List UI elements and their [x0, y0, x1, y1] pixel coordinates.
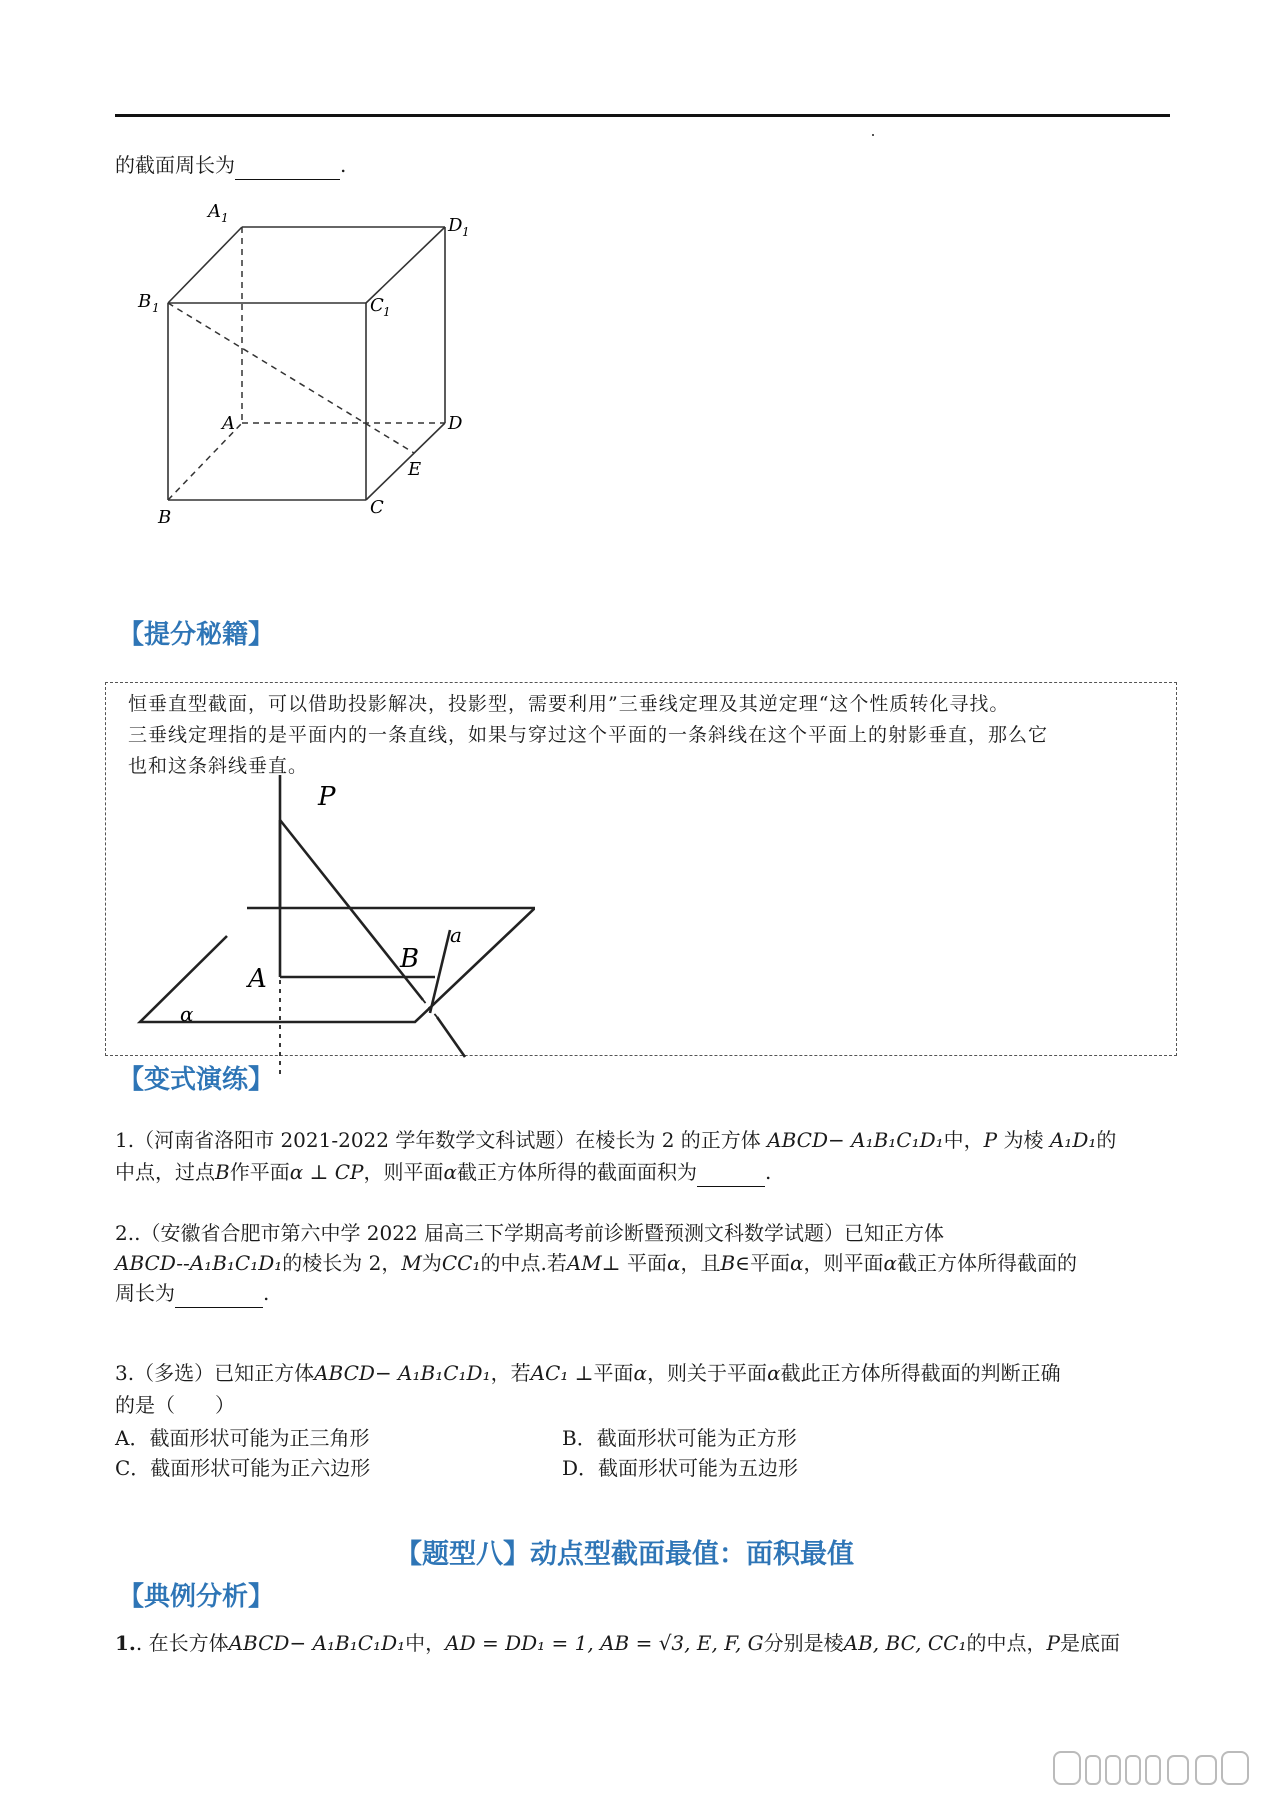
problem-2-line-2: ABCD--A₁B₁C₁D₁的棱长为 2，M为CC₁的中点.若AM⊥ 平面α，且B∈平面α，则平面α截正方体所得截面的	[115, 1251, 1078, 1275]
answer-blank	[175, 1285, 263, 1308]
option-c: C．截面形状可能为正六边形	[115, 1456, 371, 1480]
label-c: C	[370, 497, 384, 518]
label-b: B	[158, 507, 172, 528]
three-perpendiculars-figure	[135, 775, 535, 1075]
section-title-type-8: 【题型八】动点型截面最值：面积最值	[395, 1539, 854, 1570]
problem-3-line-1: 3.（多选）已知正方体ABCD− A₁B₁C₁D₁，若AC₁ ⊥平面α，则关于平面α截此正方体所得截面的判断正确	[115, 1361, 1061, 1385]
label-d1-sub: 1	[462, 225, 470, 239]
tip-line-2: 三垂线定理指的是平面内的一条直线，如果与穿过这个平面的一条斜线在这个平面上的射影垂直，那么它	[128, 724, 1049, 746]
segment-b1e	[168, 303, 414, 453]
tip-line-1: 恒垂直型截面，可以借助投影解决，投影型，需要利用”三垂线定理及其逆定理“这个性质转化寻找。	[128, 693, 1010, 715]
scan-dot	[872, 134, 874, 136]
label-e: E	[408, 459, 422, 480]
label-p: P	[318, 782, 336, 812]
label-c1: C	[370, 295, 384, 316]
label-b1-sub: 1	[152, 301, 160, 315]
section-title-example: 【典例分析】	[118, 1582, 275, 1612]
slant-below	[437, 1017, 465, 1057]
answer-blank	[235, 157, 340, 180]
plane-alpha	[140, 908, 535, 1022]
answer-blank	[697, 1164, 765, 1187]
example-1-line-1: 1.. 在长方体ABCD− A₁B₁C₁D₁中，AD = DD₁ = 1, AB = √3, E, F, G分别是棱AB, BC, CC₁的中点，P是底面	[115, 1631, 1120, 1655]
watermark-logo-icon	[1052, 1746, 1252, 1790]
label-b-point: B	[400, 944, 420, 974]
edge-ba	[168, 423, 242, 500]
math-cube: ABCD− A₁B₁C₁D₁	[767, 1128, 944, 1152]
label-b1: B	[138, 291, 152, 312]
label-a1-sub: 1	[221, 211, 229, 225]
edge-cd	[366, 423, 445, 500]
tip-line-3: 也和这条斜线垂直。	[128, 755, 309, 777]
header-rule	[115, 114, 1170, 117]
problem-2-line-3: 周长为 .	[115, 1278, 269, 1308]
label-alpha: α	[180, 1002, 194, 1026]
label-a1: A	[208, 201, 221, 222]
problem-3-line-2: 的是（ ）	[115, 1393, 235, 1417]
problem-1-line-2: 中点，过点B作平面α ⊥ CP，则平面α截正方体所得的截面面积为 .	[115, 1157, 771, 1187]
section-title-tips: 【提分秘籍】	[118, 620, 275, 650]
label-line-a: a	[450, 923, 462, 947]
label-d: D	[448, 413, 463, 434]
option-d: D．截面形状可能为五边形	[562, 1456, 799, 1480]
label-d1: D	[448, 215, 463, 236]
problem-1-line-1: 1.（河南省洛阳市 2021-2022 学年数学文科试题）在棱长为 2 的正方体 ABCD− A₁B₁C₁D₁中，P 为棱 A₁D₁的	[115, 1128, 1117, 1152]
problem-2-line-1: 2..（安徽省合肥市第六中学 2022 届高三下学期高考前诊断暨预测文科数学试题）已知正方体	[115, 1221, 945, 1245]
label-c1-sub: 1	[383, 305, 391, 319]
option-b: B．截面形状可能为正方形	[562, 1426, 797, 1450]
label-a: A	[222, 413, 235, 434]
cube-figure	[130, 195, 490, 535]
edge-c1d1	[366, 227, 445, 303]
intro-line: 的截面周长为 .	[115, 150, 346, 180]
option-a: A．截面形状可能为正三角形	[115, 1426, 370, 1450]
edge-b1a1	[168, 227, 242, 303]
section-title-practice: 【变式演练】	[118, 1065, 275, 1095]
line-a	[430, 930, 450, 1013]
label-a-point: A	[248, 964, 267, 994]
